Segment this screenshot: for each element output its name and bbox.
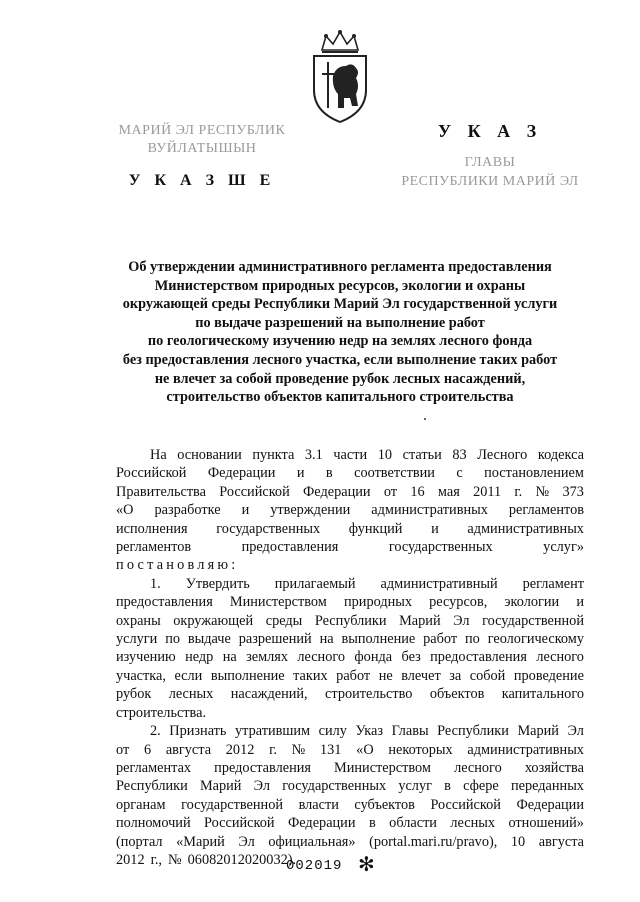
header-right-line-1: ГЛАВЫ (464, 155, 516, 170)
item-2-paragraph (116, 722, 584, 869)
document-title (100, 258, 580, 407)
body-line: полномочий Российской Федерации в области лесных отношений» (116, 815, 584, 832)
body-line: регламентах предоставления Министерством лесного хозяйства (116, 759, 584, 776)
title-line: Об утверждении административного регламента предоставления (128, 259, 552, 275)
header-right-title: У К А З (437, 121, 543, 141)
title-line: не влечет за собой проведение рубок лесных насаждений, (154, 370, 526, 387)
body-line: охраны окружающей среды Республики Марий Эл государственной (116, 612, 584, 629)
asterisk-mark-icon: ✻ (358, 852, 375, 876)
header-right-line-2: РЕСПУБЛИКИ МАРИЙ ЭЛ (401, 174, 579, 189)
title-line: по выдаче разрешений на выполнение работ (195, 314, 485, 331)
header-left-line-1: МАРИЙ ЭЛ РЕСПУБЛИК (118, 123, 286, 138)
header-left-line-2: ВУЙЛАТЫШЫН (147, 141, 257, 156)
body-line: (портал «Марий Эл официальная» (portal.mari.ru/pravo), 10 августа (116, 833, 584, 850)
title-line: без предоставления лесного участка, если выполнение таких работ (122, 351, 558, 368)
body-line: от 6 августа 2012 г. № 131 «О некоторых административных (116, 741, 584, 758)
body-line: услуги по выдаче разрешений на выполнение работ по геологическому (116, 631, 584, 648)
scan-dot (424, 418, 426, 420)
item-1-paragraph (116, 575, 584, 722)
body-line: На основании пункта 3.1 части 10 статьи 83 Лесного кодекса (150, 447, 584, 463)
body-line: «О разработке и утверждении административных регламентов (116, 502, 584, 519)
body-line: изучению недр на землях лесного фонда без предоставления лесного (116, 649, 584, 666)
body-line: 1. Утвердить прилагаемый административный регламент (150, 575, 584, 592)
body-line: регламентов предоставления государственных услуг» (116, 539, 584, 556)
header-left-title: У К А З Ш Е (128, 172, 276, 189)
title-line: окружающей среды Республики Марий Эл государственной услуги (122, 296, 558, 313)
title-line: Министерством природных ресурсов, экологии и охраны (154, 277, 526, 294)
document-number: 002019 (286, 858, 343, 874)
body-line: Российской Федерации и в соответствии с постановлением (116, 465, 584, 482)
body-line: Республики Марий Эл государственных услуг в сфере переданных (116, 778, 584, 795)
coat-of-arms-icon (300, 28, 380, 124)
body-line: участка, если выполнение таких работ не влечет за собой проведение (116, 667, 584, 684)
title-line: по геологическому изучению недр на землях лесного фонда (147, 333, 533, 350)
body-line: 2012 г., № 06082012020032). (116, 851, 297, 868)
body-line: строительства. (116, 704, 207, 721)
body-line: органам государственной власти субъектов Российской Федерации (116, 796, 584, 813)
body-line: рубок лесных насаждений, строительство объектов капитального (116, 686, 584, 703)
postanovlyayu-word: постановляю: (116, 557, 239, 574)
body-line: предоставления Министерством природных ресурсов, экологии и (116, 594, 584, 611)
title-line: строительство объектов капитального строительства (166, 389, 514, 406)
document-body (116, 446, 584, 869)
body-line: Правительства Российской Федерации от 16 мая 2011 г. № 373 (116, 483, 584, 500)
preamble-paragraph (116, 446, 584, 556)
body-line: 2. Признать утратившим силу Указ Главы Республики Марий Эл (150, 723, 584, 740)
body-line: исполнения государственных функций и административных (116, 520, 584, 537)
